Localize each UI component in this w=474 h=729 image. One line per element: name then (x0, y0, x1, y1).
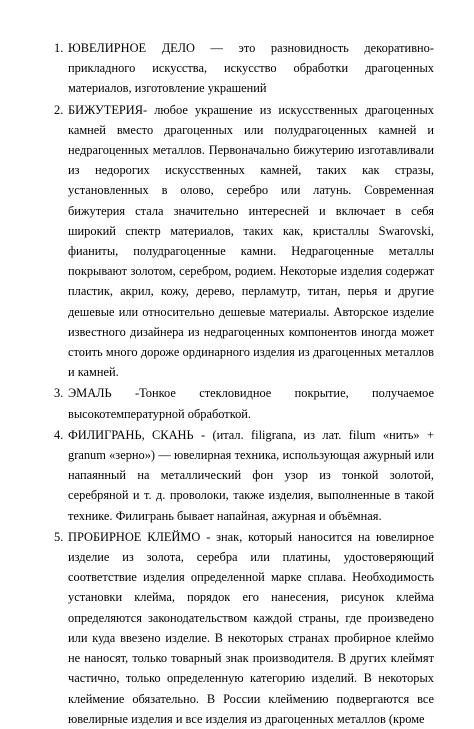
item-text: ЮВЕЛИРНОЕ ДЕЛО — это разновидность декоративно-прикладного искусства, искусство обработки драгоценных материалов, изготовление украшений (68, 41, 434, 96)
item-text: ЭМАЛЬ -Тонкое стекловидное покрытие, получаемое высокотемпературной обработкой. (68, 386, 434, 421)
item-number: 4. (54, 427, 64, 442)
item-number: 3. (54, 386, 64, 401)
glossary-list (54, 38, 434, 729)
list-item (54, 527, 434, 729)
list-item (54, 383, 434, 423)
item-text: ФИЛИГРАНЬ, СКАНЬ - (итал. filigrana, из лат. filum «нить» + granum «зерно») — ювелирная техника, использующая ажурный или напаянный на металлический фон узор из тонкой золотой, серебряной и т. д. проволоки, также изделия, выполненные в такой технике. Филигрань бывает напайная, ажурная и объёмная. (68, 427, 434, 523)
list-item (54, 100, 434, 383)
item-number: 2. (54, 102, 64, 117)
list-item (54, 38, 434, 99)
list-item (54, 425, 434, 526)
item-number: 1. (54, 41, 64, 55)
item-number: 5. (54, 529, 64, 544)
item-text: БИЖУТЕРИЯ- любое украшение из искусственных драгоценных камней вместо драгоценных или полудрагоценных камней и недрагоценных металлов. Первоначально бижутерию изготавливали из недорогих искусственных камней, таких как стразы, установленных в олово, серебро или латунь. Современная бижутерия стала значительно интересней и включает в себя широкий спектр материалов, таких как, кристаллы Swarovski, фианиты, полудрагоценные камни. Недрагоценные металлы покрывают золотом, серебром, родием. Некоторые изделия содержат пластик, акрил, кожу, дерево, перламутр, титан, перья и другие дешевые или относительно дешевые материалы. Авторское изделие известного дизайнера из недрагоценных компонентов иногда может стоить много дороже ординарного изделия из драгоценных металлов и камней. (68, 102, 434, 380)
item-text: ПРОБИРНОЕ КЛЕЙМО - знак, который наносится на ювелирное изделие из золота, серебра или платины, удостоверяющий соответствие изделия определенной марке сплава. Необходимость установки клейма, порядок его нанесения, рисунок клейма определяются законодательством каждой страны, где произведено или куда ввезено изделие. В некоторых странах пробирное клеймо не наносят, только товарный знак производителя. В других клеймят частично, только определенную категорию изделий. В некоторых клеймение обязательно. В России клеймению подвергаются все ювелирные изделия и все изделия из драгоценных металлов (кроме (68, 529, 434, 726)
